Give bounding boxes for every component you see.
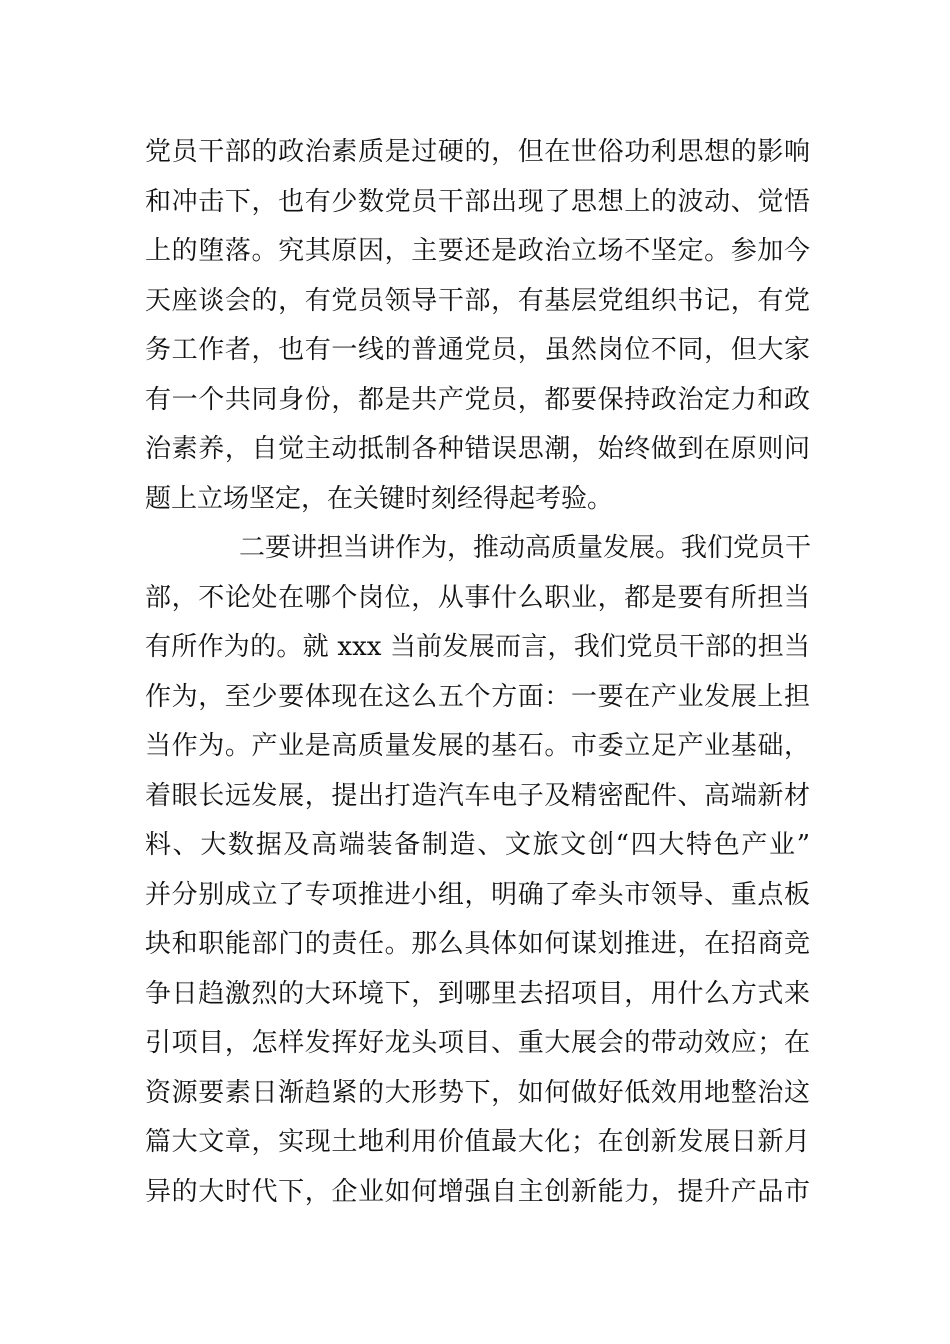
text-line: 和冲击下，也有少数党员干部出现了思想上的波动、觉悟: [145, 186, 810, 217]
text-line: 异的大时代下，企业如何增强自主创新能力，提升产品市: [145, 1176, 810, 1207]
text-line: 并分别成立了专项推进小组，明确了牵头市领导、重点板: [145, 879, 810, 910]
document-body-text: [145, 128, 810, 1217]
text-line: 争日趋激烈的大环境下，到哪里去招项目，用什么方式来: [145, 978, 810, 1009]
text-line: 料、大数据及高端装备制造、文旅文创“四大特色产业”: [145, 830, 810, 860]
text-line: 天座谈会的，有党员领导干部，有基层党组织书记，有党: [145, 285, 810, 316]
text-line: 有一个共同身份，都是共产党员，都要保持政治定力和政: [145, 384, 810, 415]
text-line: 党员干部的政治素质是过硬的，但在世俗功利思想的影响: [145, 137, 810, 167]
text-line: 部，不论处在哪个岗位，从事什么职业，都是要有所担当: [145, 582, 810, 613]
text-line: 题上立场坚定，在关键时刻经得起考验。: [145, 483, 614, 514]
text-line: 治素养，自觉主动抵制各种错误思潮，始终做到在原则问: [145, 434, 810, 464]
text-line: 块和职能部门的责任。那么具体如何谋划推进，在招商竞: [145, 929, 810, 959]
text-line: 有所作为的。就 xxx 当前发展而言，我们党员干部的担当: [145, 632, 810, 662]
text-line: 着眼长远发展，提出打造汽车电子及精密配件、高端新材: [145, 780, 810, 811]
text-line: 务工作者，也有一线的普通党员，虽然岗位不同，但大家: [145, 335, 810, 365]
text-line: 引项目，怎样发挥好龙头项目、重大展会的带动效应；在: [145, 1028, 810, 1058]
text-line: 当作为。产业是高质量发展的基石。市委立足产业基础，: [145, 731, 810, 761]
text-line: 二要讲担当讲作为，推动高质量发展。我们党员干: [239, 533, 812, 563]
text-line: 上的堕落。究其原因，主要还是政治立场不坚定。参加今: [145, 236, 810, 266]
text-line: 作为，至少要体现在这么五个方面：一要在产业发展上担: [145, 681, 810, 712]
text-line: 资源要素日渐趋紧的大形势下，如何做好低效用地整治这: [145, 1077, 810, 1108]
text-line: 篇大文章，实现土地利用价值最大化；在创新发展日新月: [145, 1127, 810, 1157]
